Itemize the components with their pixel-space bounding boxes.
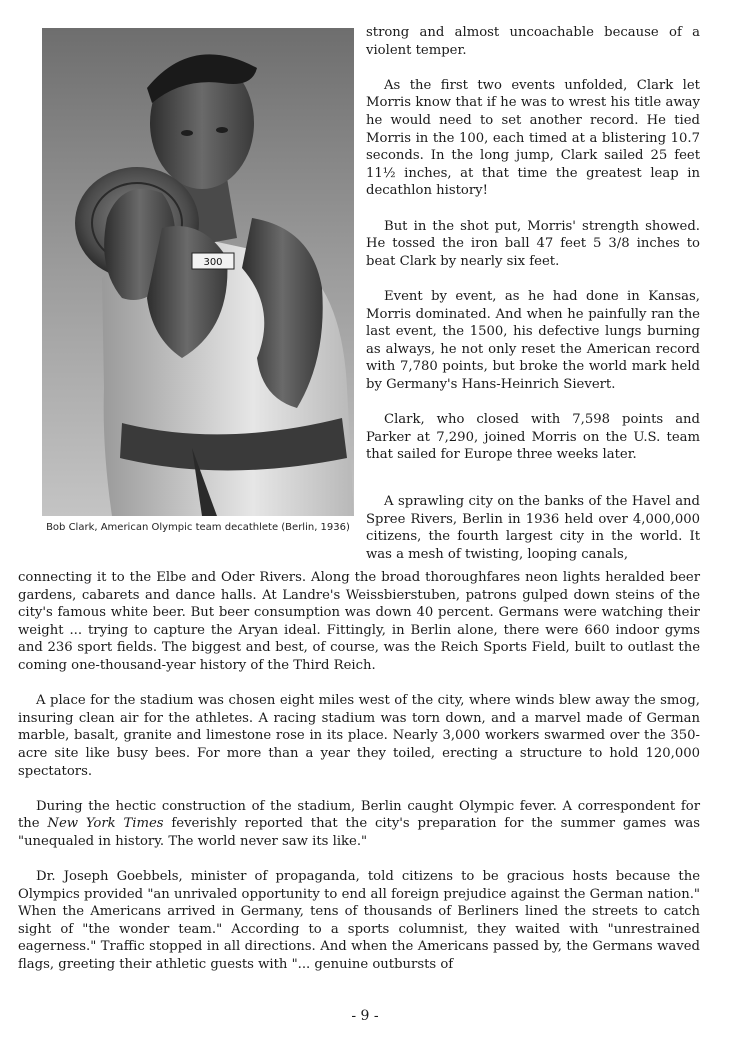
shirt-badge-number: 300 (203, 257, 223, 268)
paragraph: Dr. Joseph Goebbels, minister of propaganda, told citizens to be gracious hosts because the Olympics provided "an unrivaled opportunity to end all foreign prejudice against the German nation." When the Americans arrived in Germany, tens of thousands of Berliners lined the streets to catch sight of "the wonder team." According to a sports columnist, they waited with "unrestrained eagerness." Traffic stopped in all directions. And when the Americans passed by, the Germans waved flags, greeting their athletic guests with "... genuine outbursts of (18, 869, 700, 973)
paragraph: As the first two events unfolded, Clark let Morris know that if he was to wrest his title away he would need to set another record. He tied Morris in the 100, each timed at a blistering 10.7 seconds. In the long jump, Clark sailed 25 feet 11½ inches, at that time the greatest leap in decathlon history! (366, 77, 700, 199)
paragraph: A place for the stadium was chosen eight miles west of the city, where winds blew away the smog, insuring clean air for the athletes. A racing stadium was torn down, and a marvel made of German marble, basalt, granite and limestone rose in its place. Nearly 3,000 workers swarmed over the 350-acre site like busy bees. For more than a year they toiled, erecting a structure to hold 120,000 spectators. (18, 693, 700, 779)
paragraph: A sprawling city on the banks of the Havel and Spree Rivers, Berlin in 1936 held over 4,000,000 citizens, the fourth largest city in the world. It was a mesh of twisting, looping canals, (366, 494, 700, 562)
paragraph: Event by event, as he had done in Kansas, Morris dominated. And when he painfully ran the last event, the 1500, his defective lungs burning as always, he not only reset the American record with 7,780 points, but broke the world mark held by Germany's Hans-Heinrich Sievert. (366, 288, 700, 392)
text-run: feverishly reported that the city's preparation for the summer games was "unequaled in history. The world never saw its like." (18, 816, 700, 849)
right-column (366, 24, 700, 464)
paragraph: Clark, who closed with 7,598 points and Parker at 7,290, joined Morris on the U.S. team that sailed for Europe three weeks later. (366, 412, 700, 463)
photo-caption: Bob Clark, American Olympic team decathlete (Berlin, 1936) (46, 522, 350, 533)
text-run: During the hectic construction of the stadium, Berlin caught Olympic fever. A correspondent for the (18, 798, 700, 832)
page-number: - 9 - (351, 1008, 379, 1024)
paragraph: strong and almost uncoachable because of a violent temper. (366, 25, 700, 58)
berlin-paragraph-start (366, 493, 700, 563)
athlete-photo (42, 28, 354, 516)
paragraph: connecting it to the Elbe and Oder Rivers. Along the broad thoroughfares neon lights heralded beer gardens, cabarets and dance halls. At Landre's Weissbierstuben, patrons gulped down steins of the city's famous white beer. But beer consumption was down 40 percent. Germans were watching their weight ... trying to capture the Aryan ideal. Fittingly, in Berlin alone, there were 660 indoor gyms and 236 sport fields. The biggest and best, of course, was the Reich Sports Field, built to outlast the coming one-thousand-year history of the Third Reich. (18, 570, 700, 673)
full-width-text (18, 569, 700, 974)
athlete-illustration (42, 28, 354, 516)
paragraph: But in the shot put, Morris' strength showed. He tossed the iron ball 47 feet 5 3/8 inches to beat Clark by nearly six feet. (366, 218, 700, 269)
newspaper-title: New York Times (47, 816, 164, 832)
paragraph (18, 798, 700, 851)
